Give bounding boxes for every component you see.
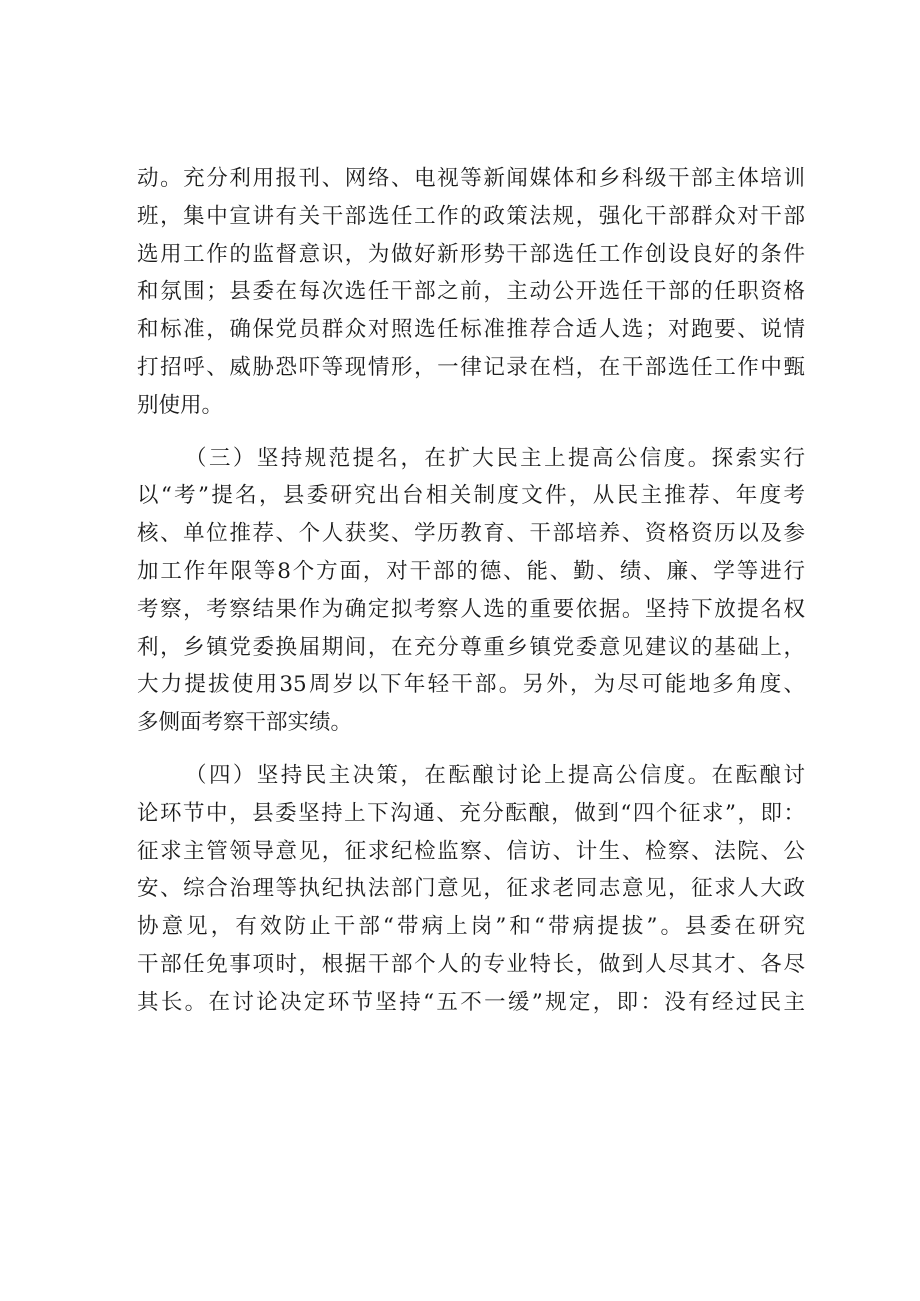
text-line: 选用工作的监督意识，为做好新形势干部选任工作创设良好的条件: [137, 241, 805, 267]
text-line: 别使用。: [137, 392, 224, 418]
text-line: 干部任免事项时，根据干部个人的专业特长，做到人尽其才、各尽: [137, 951, 805, 977]
paragraph-2: [137, 440, 805, 742]
text-line: 加工作年限等8个方面，对干部的德、能、勤、绩、廉、学等进行: [137, 558, 805, 584]
text-line: 和氛围；县委在每次选任干部之前，主动公开选任干部的任职资格: [137, 279, 805, 305]
section-heading-line: （三）坚持规范提名，在扩大民主上提高公信度。探索实行: [185, 445, 805, 471]
text-line: 利，乡镇党委换届期间，在充分尊重乡镇党委意见建议的基础上，: [137, 634, 805, 660]
text-line: 大力提拔使用35周岁以下年轻干部。另外，为尽可能地多角度、: [137, 672, 805, 698]
text-line: 多侧面考察干部实绩。: [137, 710, 353, 736]
text-line: 论环节中，县委坚持上下沟通、充分酝酿，做到“四个征求”，即：: [137, 800, 805, 826]
text-line: 以“考”提名，县委研究出台相关制度文件，从民主推荐、年度考: [137, 483, 805, 509]
paragraph-3: [137, 757, 805, 1022]
text-line: 考察，考察结果作为确定拟考察人选的重要依据。坚持下放提名权: [137, 596, 805, 622]
text-line: 其长。在讨论决定环节坚持“五不一缓”规定，即：没有经过民主: [137, 989, 805, 1015]
text-line: 打招呼、威胁恐吓等现情形，一律记录在档，在干部选任工作中甄: [137, 354, 805, 380]
text-line: 征求主管领导意见，征求纪检监察、信访、计生、检察、法院、公: [137, 838, 805, 864]
text-line: 动。充分利用报刊、网络、电视等新闻媒体和乡科级干部主体培训: [137, 166, 805, 191]
text-line: 安、综合治理等执纪执法部门意见，征求老同志意见，征求人大政: [137, 876, 805, 902]
text-line: 核、单位推荐、个人获奖、学历教育、干部培养、资格资历以及参: [137, 521, 805, 547]
text-line: 班，集中宣讲有关干部选任工作的政策法规，强化干部群众对干部: [137, 203, 805, 229]
text-line: 和标准，确保党员群众对照选任标准推荐合适人选；对跑要、说情: [137, 317, 805, 343]
document-body: [137, 160, 805, 1022]
paragraph-1: [137, 160, 805, 425]
text-line: 协意见，有效防止干部“带病上岗”和“带病提拔”。县委在研究: [137, 914, 805, 940]
section-heading-line: （四）坚持民主决策，在酝酿讨论上提高公信度。在酝酿讨: [185, 762, 805, 788]
